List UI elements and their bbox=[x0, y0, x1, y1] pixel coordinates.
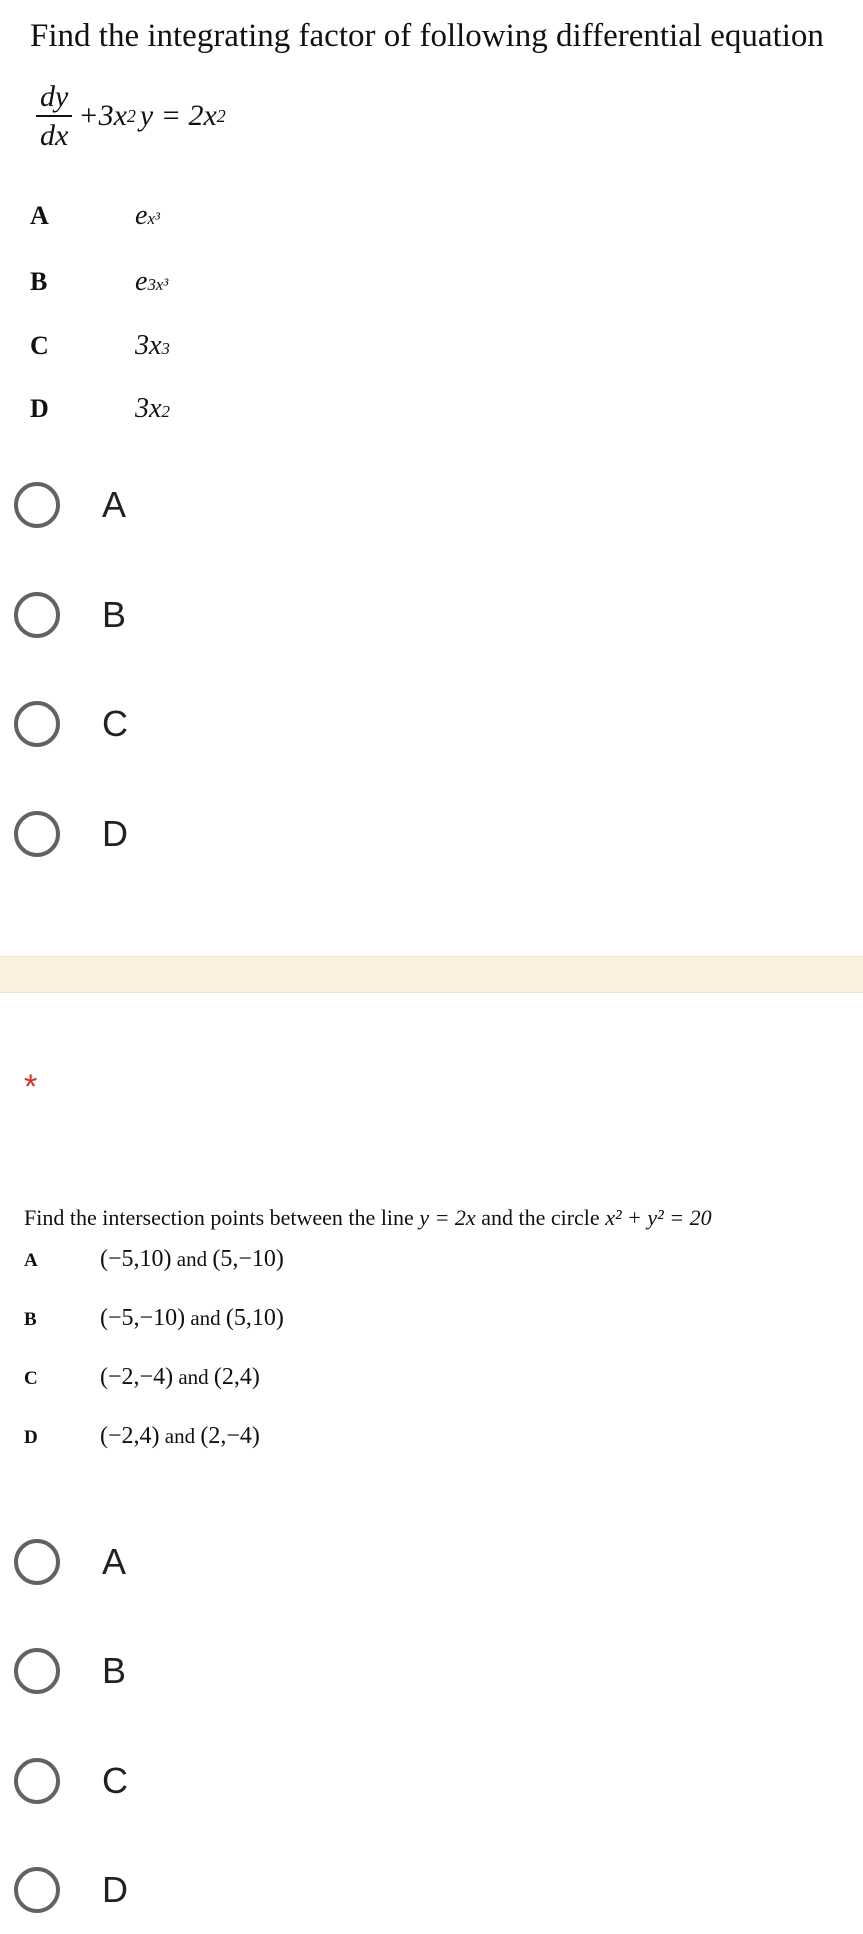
q1-radio-b[interactable] bbox=[14, 592, 126, 638]
q1-option-d bbox=[30, 393, 170, 425]
radio-label[interactable]: A bbox=[102, 484, 127, 525]
q1-option-base: e bbox=[135, 266, 148, 297]
q1-option-letter: A bbox=[30, 201, 49, 230]
question-1-title: Find the integrating factor of following differential equation bbox=[30, 18, 824, 54]
radio-button[interactable] bbox=[14, 1648, 60, 1694]
q1-option-letter: B bbox=[30, 267, 48, 296]
radio-button[interactable] bbox=[14, 811, 60, 857]
q1-option-letter: D bbox=[30, 394, 49, 423]
q1-option-exponent: x³ bbox=[147, 209, 160, 228]
q2-title-mid: and the circle bbox=[481, 1205, 606, 1230]
radio-label[interactable]: D bbox=[102, 1869, 128, 1910]
q1-radio-c[interactable] bbox=[14, 701, 128, 747]
q2-option-c bbox=[24, 1364, 260, 1391]
q2-point-1: (−2,−4) bbox=[100, 1364, 174, 1390]
q1-option-base: 3x bbox=[135, 393, 162, 424]
q1-option-exponent: 3x³ bbox=[147, 275, 169, 294]
q2-radio-d[interactable] bbox=[14, 1867, 128, 1913]
radio-label[interactable]: B bbox=[102, 1650, 127, 1691]
q2-point-2: (2,4) bbox=[213, 1364, 260, 1390]
q1-radio-d[interactable] bbox=[14, 811, 128, 857]
q1-option-letter: C bbox=[30, 331, 49, 360]
required-asterisk: * bbox=[24, 1068, 38, 1106]
q2-radio-c[interactable] bbox=[14, 1758, 128, 1804]
derivative-fraction bbox=[36, 80, 72, 152]
q2-option-letter: C bbox=[24, 1368, 38, 1389]
radio-label[interactable]: D bbox=[102, 813, 128, 854]
q2-point-2: (5,−10) bbox=[212, 1246, 284, 1272]
q2-circle-equation: x² + y² = 20 bbox=[605, 1205, 712, 1230]
q2-and: and bbox=[173, 1365, 214, 1389]
q1-option-b bbox=[30, 266, 168, 298]
q2-option-b bbox=[24, 1305, 284, 1332]
equation-term-b: y = 2x bbox=[139, 99, 217, 132]
radio-button[interactable] bbox=[14, 1539, 60, 1585]
q1-option-exponent: 2 bbox=[161, 402, 170, 421]
radio-button[interactable] bbox=[14, 1867, 60, 1913]
q2-option-letter: B bbox=[24, 1309, 37, 1330]
radio-button[interactable] bbox=[14, 482, 60, 528]
q2-option-letter: D bbox=[24, 1427, 38, 1448]
radio-button[interactable] bbox=[14, 701, 60, 747]
q2-point-2: (5,10) bbox=[225, 1305, 284, 1331]
equation-term-b-exponent: 2 bbox=[216, 105, 226, 126]
radio-label[interactable]: C bbox=[102, 703, 128, 744]
question-1-equation bbox=[36, 80, 226, 152]
q1-option-c bbox=[30, 330, 170, 362]
q2-point-1: (−5,10) bbox=[100, 1246, 172, 1272]
q1-option-base: e bbox=[135, 200, 148, 231]
section-divider bbox=[0, 956, 863, 993]
q2-title-prefix: Find the intersection points between the line bbox=[24, 1205, 420, 1230]
q2-point-1: (−2,4) bbox=[100, 1423, 160, 1449]
equation-term-a-exponent: 2 bbox=[126, 105, 136, 126]
question-2-title bbox=[24, 1205, 712, 1231]
q2-radio-a[interactable] bbox=[14, 1539, 126, 1585]
q2-line-equation: y = 2x bbox=[419, 1205, 476, 1230]
q2-option-letter: A bbox=[24, 1250, 38, 1271]
q1-option-a bbox=[30, 200, 160, 232]
q2-option-a bbox=[24, 1246, 284, 1273]
q2-radio-b[interactable] bbox=[14, 1648, 126, 1694]
q1-option-exponent: 3 bbox=[161, 339, 170, 358]
q2-option-d bbox=[24, 1423, 260, 1450]
q2-and: and bbox=[185, 1306, 226, 1330]
fraction-denominator: dx bbox=[40, 119, 69, 152]
fraction-numerator: dy bbox=[36, 80, 72, 117]
q2-point-1: (−5,−10) bbox=[100, 1305, 186, 1331]
radio-label[interactable]: C bbox=[102, 1760, 128, 1801]
radio-label[interactable]: A bbox=[102, 1541, 127, 1582]
q1-radio-a[interactable] bbox=[14, 482, 126, 528]
q1-option-base: 3x bbox=[135, 330, 162, 361]
equation-term-a: +3x bbox=[78, 99, 127, 132]
q2-point-2: (2,−4) bbox=[200, 1423, 260, 1449]
q2-and: and bbox=[159, 1424, 201, 1448]
radio-button[interactable] bbox=[14, 592, 60, 638]
radio-button[interactable] bbox=[14, 1758, 60, 1804]
radio-label[interactable]: B bbox=[102, 594, 127, 635]
q2-and: and bbox=[171, 1247, 213, 1271]
